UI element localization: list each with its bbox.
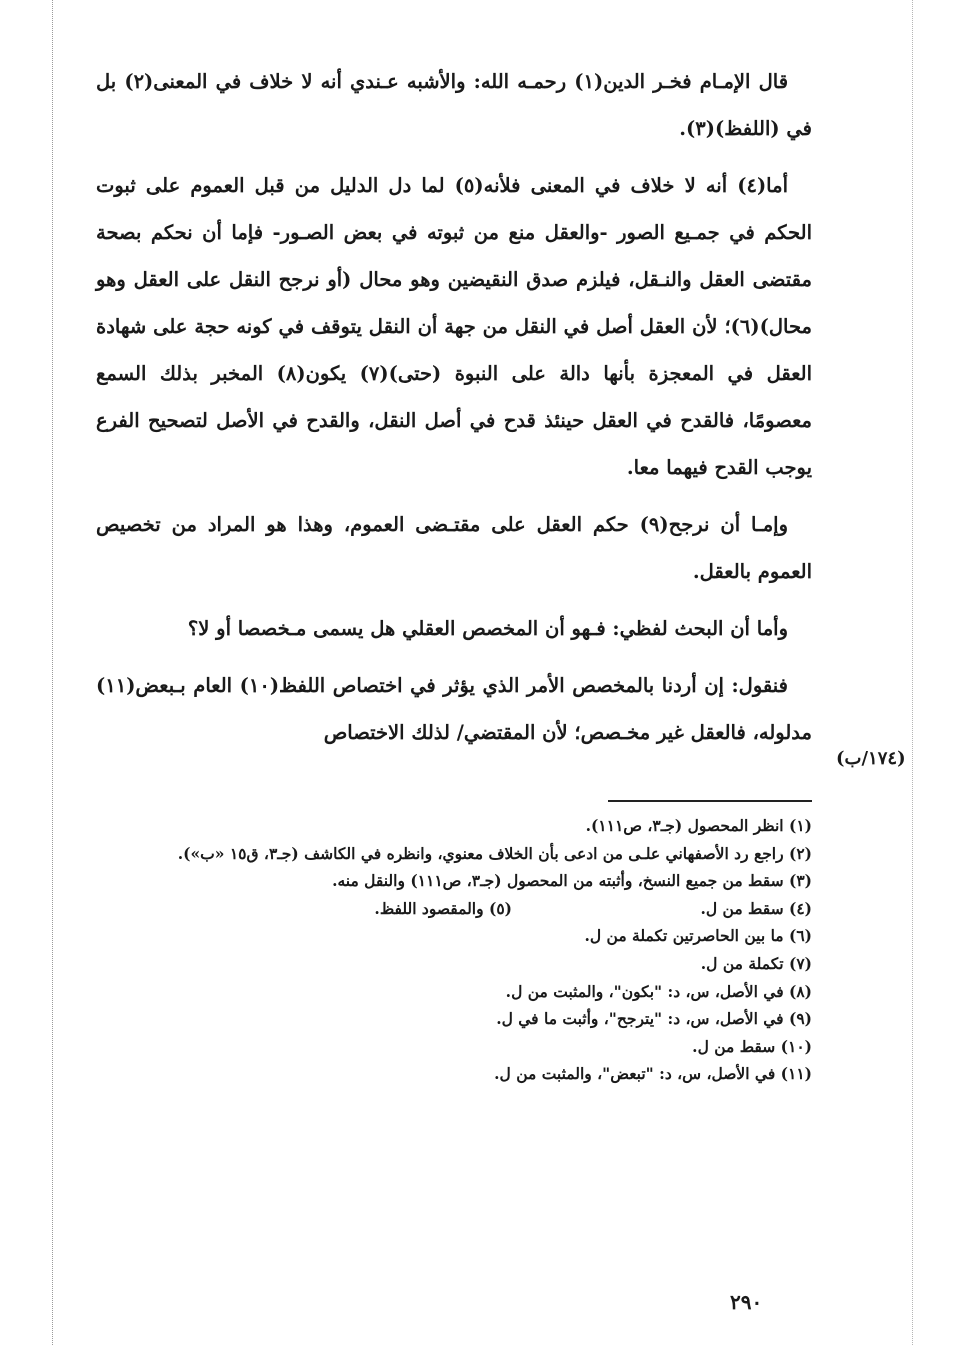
footnote-1: (١) انظر المحصول (جـ٣، ص١١١). [585, 816, 812, 835]
footnote-6: (٦) ما بين الحاصرتين تكملة من ل. [584, 926, 812, 946]
footnote-3: (٣) سقط من جميع النسخ، وأثبته من المحصول (جـ٣، ص١١١) والنقل منه. [332, 871, 812, 891]
footnote-7: (٧) تكملة من ل. [700, 953, 812, 973]
footnote-10: (١٠) سقط من ل. [692, 1036, 812, 1056]
footnote-5: (٥) والمقصود اللفظ. [374, 898, 512, 918]
footnote-separator [608, 800, 812, 802]
scan-edge-right [912, 0, 913, 1345]
scan-edge-left [52, 0, 53, 1345]
main-text [96, 58, 812, 766]
footnote-row-4-5 [96, 895, 812, 923]
paragraph-4: وأما أن البحث لفظي: فـهو أن المخصص العقلي هل يسمى مـخصصا أو لا؟ [187, 617, 788, 640]
footnote-11: (١١) في الأصل، س، د: "تبعض"، والمثبت من ل. [494, 1064, 812, 1084]
page-number: ٢٩٠ [730, 1290, 763, 1314]
footnote-4: (٤) سقط من ل. [700, 898, 812, 918]
footnotes [96, 812, 812, 1088]
paragraph-2: أما(٤) أنه لا خلاف في المعنى فلأنه(٥) لما دل الدليل من قبل العموم على ثبوت الحكم في جمـيع الصور -والعقل منع من ثبوته في بعض الصـور- فإما أن نحكم بصحة مقتضى العقل والنـقل، فيلزم صدق النقيضين وهو محال (أو نرجح النقل على العقل وهو محال)(٦)؛ لأن العقل أصل في النقل من جهة أن النقل يتوقف في كونه حجة على شهادة العقل في المعجزة بأنها دالة على النبوة (حتى)(٧) يكون(٨) المخبر بذلك السمع معصومًا، فالقدح في العقل حينئذ قدح في أصل النقل، والقدح في الأصل لتصحيح الفرع يوجب القدح فيهما معا. [96, 174, 812, 479]
footnote-8: (٨) في الأصل، س، د: "بكون"، والمثبت من ل. [505, 981, 812, 1001]
paragraph-1: قال الإمـام فخـر الدين(١) رحمـه الله: والأشبه عـندي أنه لا خلاف في المعنى(٢) بل في (اللفظ)(٣). [96, 70, 812, 140]
paragraph-5: فنقول: إن أردنا بالمخصص الأمر الذي يؤثر في اختصاص اللفظ(١٠) العام بـبعض(١١) مدلوله، فالعقل غير مخـصص؛ لأن المقتضي/ لذلك الاختصاص [96, 674, 812, 744]
manuscript-folio-note: (١٧٤/ب) [836, 748, 906, 769]
footnote-9: (٩) في الأصل، س، د: "يترجح"، وأثبت ما في ل. [496, 1009, 812, 1029]
paragraph-3: وإمـا أن نرجح(٩) حكم العقل على مقتـضى العموم، وهذا هو المراد من تخصيص العموم بالعقل. [96, 513, 812, 583]
footnote-2: (٢) راجع رد الأصفهاني علـى من ادعى بأن الخلاف معنوي، وانظره في الكاشف (جـ٣، ق١٥ «ب»). [177, 843, 812, 863]
